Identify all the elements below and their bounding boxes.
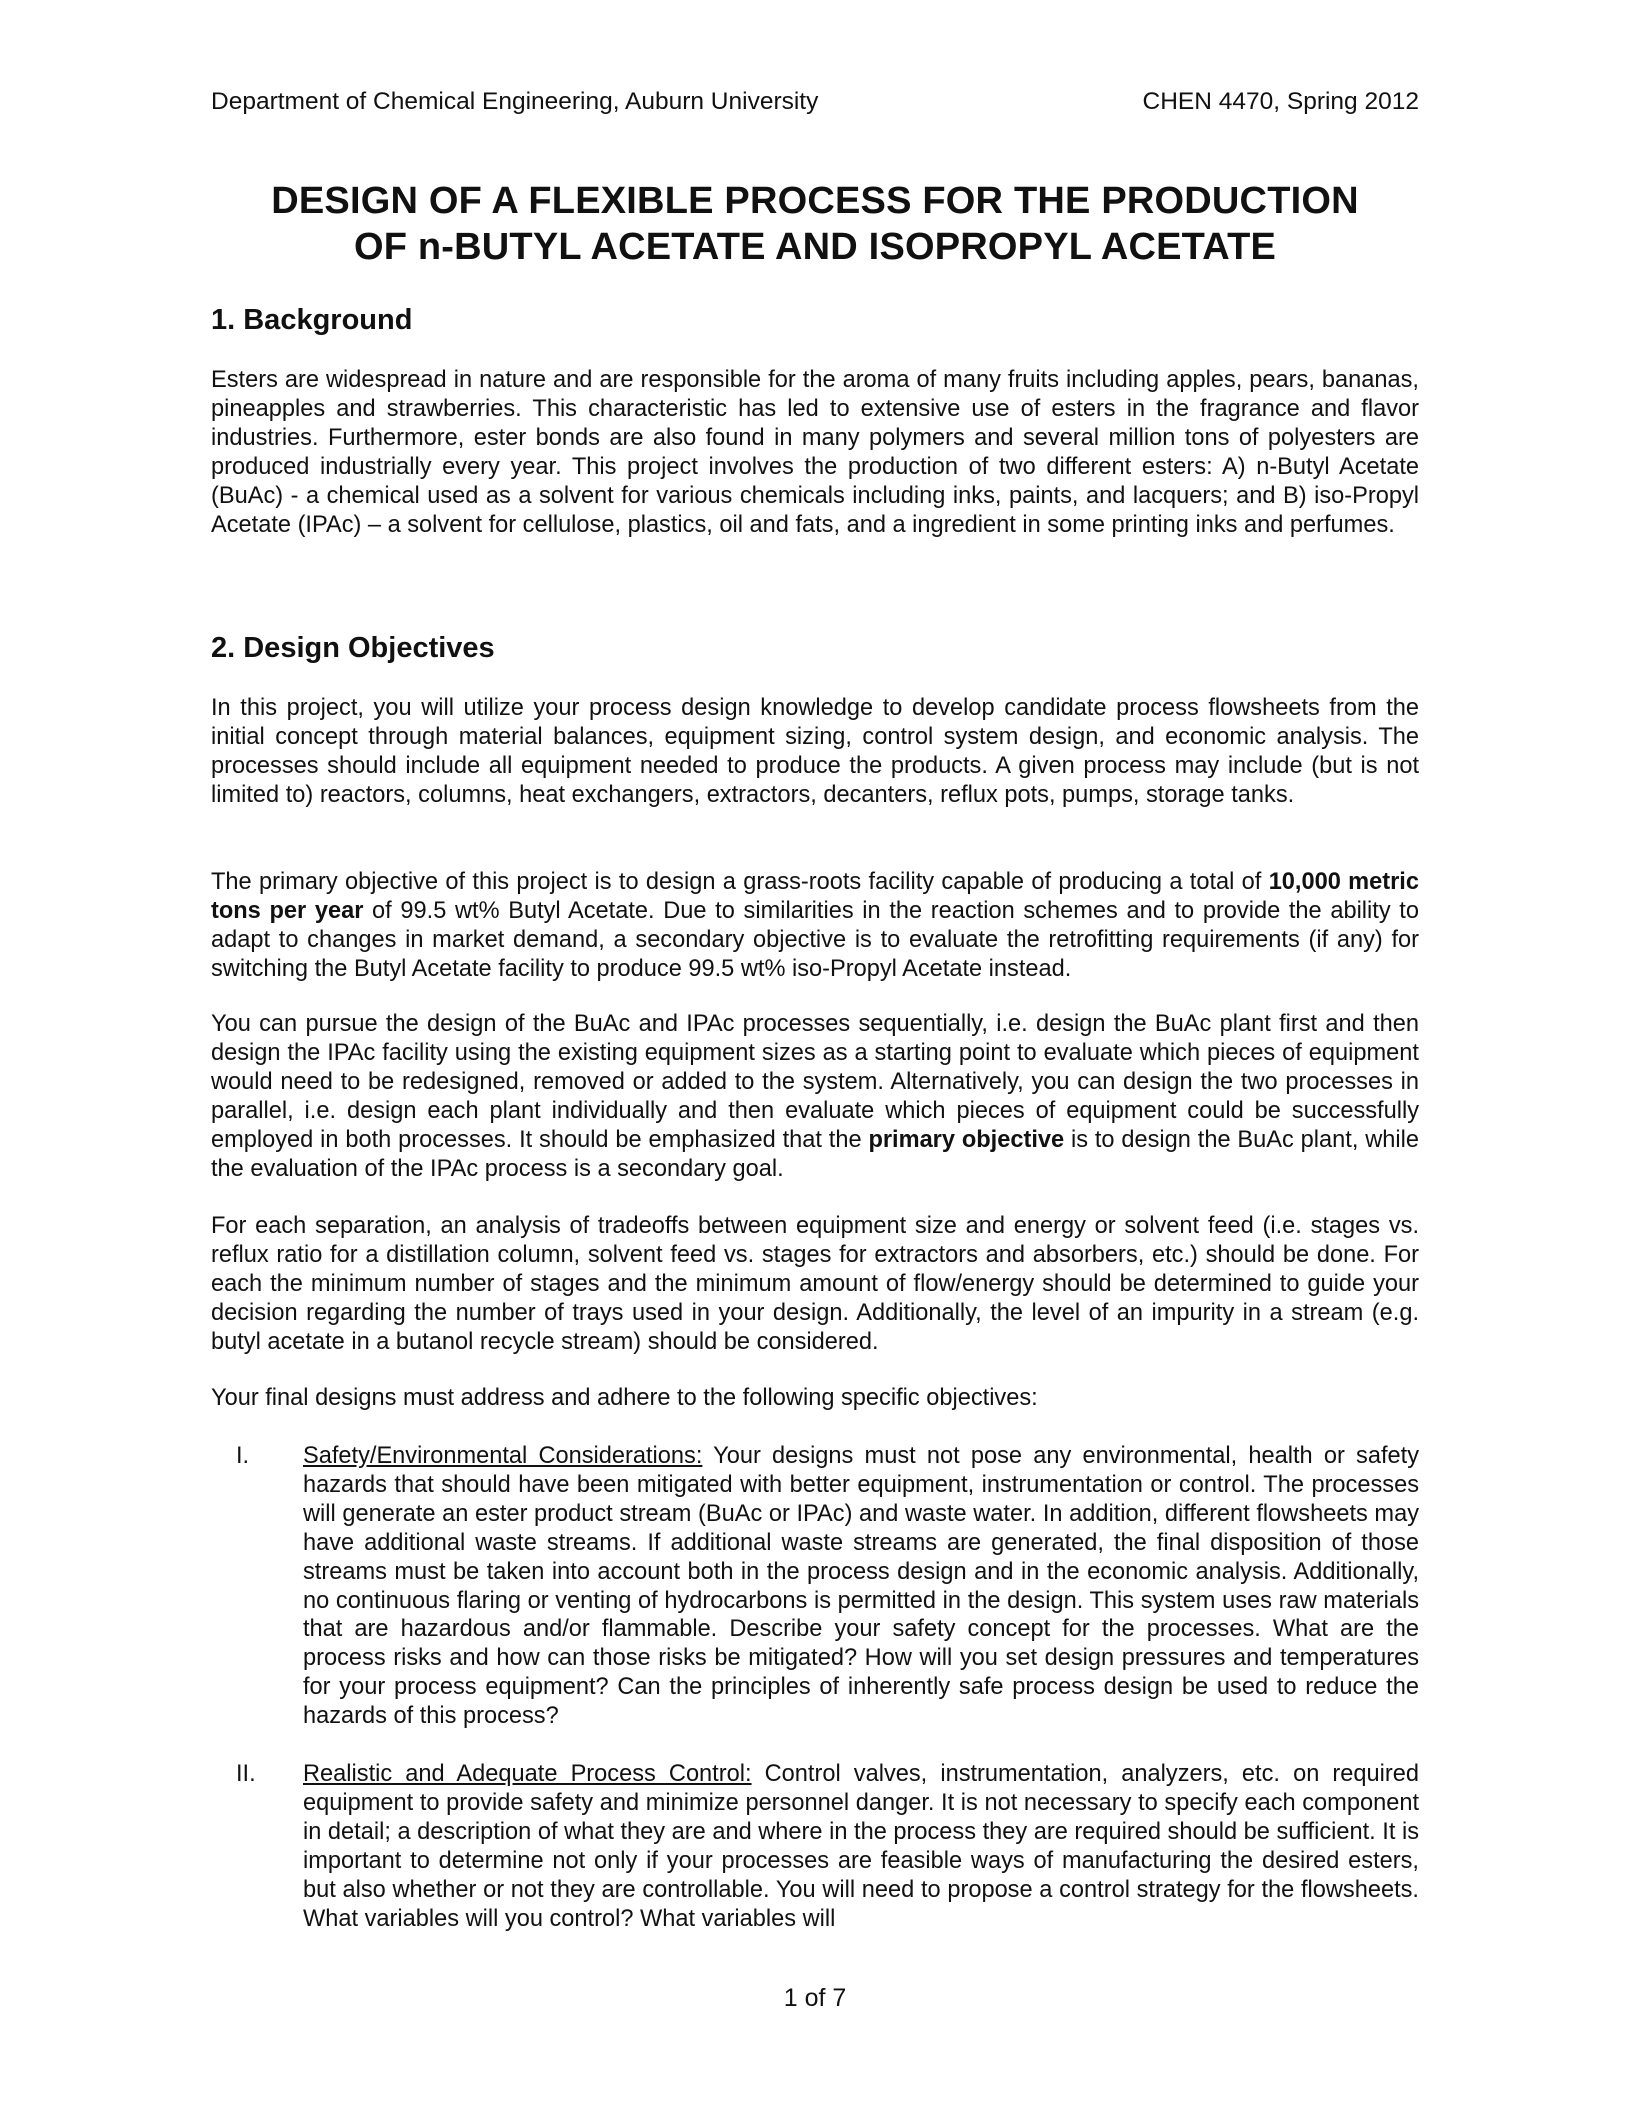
p2-bold: 10,000 metric tons per year — [211, 869, 1419, 924]
objectives-paragraph-2 — [211, 868, 1419, 984]
item-title: Safety/Environmental Considerations: — [303, 1443, 703, 1469]
page-header — [211, 88, 1419, 118]
item-text: Your designs must not pose any environmental, health or safety hazards that should have been mitigated with better equipment, instrumentation or control. The processes will generate an ester product stream (BuAc or IPAc) and waste water. In addition, different flowsheets may have additional waste streams. If additional waste streams are generated, the final disposition of those streams must be taken into account both in the process design and in the economic analysis. Additionally, no continuous flaring or venting of hydrocarbons is permitted in the design. This system uses raw materials that are hazardous and/or flammable. Describe your safety concept for the processes. What are the process risks and how can those risks be mitigated? How will you set design pressures and temperatures for your process equipment? Can the principles of inherently safe process design be used to reduce the hazards of this process? — [303, 1443, 1419, 1730]
page-number: 1 of 7 — [783, 1984, 847, 2012]
background-paragraph: Esters are widespread in nature and are responsible for the aroma of many fruits including apples, pears, bananas, pineapples and strawberries. This characteristic has led to extensive use of esters in the fragrance and flavor industries. Furthermore, ester bonds are also found in many polymers and several million tons of polyesters are produced industrially every year. This project involves the production of two different esters: A) n-Butyl Acetate (BuAc) - a chemical used as a solvent for various chemicals including inks, paints, and lacquers; and B) iso-Propyl Acetate (IPAc) – a solvent for cellulose, plastics, oil and fats, and a ingredient in some printing inks and perfumes. — [211, 367, 1419, 538]
item-title: Realistic and Adequate Process Control: — [303, 1761, 752, 1787]
objectives-paragraph-3 — [211, 1010, 1419, 1183]
item-number: I. — [236, 1443, 250, 1469]
item-body — [303, 1442, 1419, 1731]
p2-text-b: of 99.5 wt% Butyl Acetate. Due to similarities in the reaction schemes and to provide the ability to adapt to changes in market demand, a secondary objective is to evaluate the retrofitting requirements (if any) for switching the Butyl Acetate facility to produce 99.5 wt% iso-Propyl Acetate instead. — [211, 897, 1419, 982]
item-body — [303, 1760, 1419, 1933]
objectives-paragraph-5: Your final designs must address and adhere to the following specific objectives: — [211, 1385, 1038, 1411]
p3-text-b: is to design the BuAc plant, while the evaluation of the IPAc process is a secondary goal. — [211, 1126, 1419, 1182]
title-line-1: DESIGN OF A FLEXIBLE PROCESS FOR THE PRODUCTION — [271, 180, 1359, 222]
title-line-2: OF n-BUTYL ACETATE AND ISOPROPYL ACETATE — [353, 226, 1277, 268]
objectives-paragraph-4: For each separation, an analysis of tradeoffs between equipment size and energy or solvent feed (i.e. stages vs. reflux ratio for a distillation column, solvent feed vs. stages for extractors and absorbers, etc.) should be done. For each the minimum number of stages and the minimum amount of flow/energy should be determined to guide your decision regarding the number of trays used in your design. Additionally, the level of an impurity in a stream (e.g. butyl acetate in a butanol recycle stream) should be considered. — [211, 1213, 1419, 1355]
document-title — [211, 178, 1419, 270]
p2-text-a: The primary objective of this project is to design a grass-roots facility capable of producing a total of — [211, 869, 1269, 895]
header-department: Department of Chemical Engineering, Auburn University — [211, 88, 819, 115]
p3-bold: primary objective — [868, 1126, 1065, 1153]
item-number: II. — [236, 1761, 256, 1787]
section-heading-design-objectives: 2. Design Objectives — [211, 632, 495, 664]
header-course: CHEN 4470, Spring 2012 — [1142, 88, 1419, 115]
p3-text-a: You can pursue the design of the BuAc and IPAc processes sequentially, i.e. design the BuAc plant first and then design the IPAc facility using the existing equipment sizes as a starting point to evaluate which pieces of equipment would need to be redesigned, removed or added to the system. Alternatively, you can design the two processes in parallel, i.e. design each plant individually and then evaluate which pieces of equipment could be successfully employed in both processes. It should be emphasized that the — [211, 1011, 1419, 1153]
section-heading-background: 1. Background — [211, 304, 413, 336]
objectives-paragraph-1: In this project, you will utilize your process design knowledge to develop candidate process flowsheets from the initial concept through material balances, equipment sizing, control system design, and economic analysis. The processes should include all equipment needed to produce the products. A given process may include (but is not limited to) reactors, columns, heat exchangers, extractors, decanters, reflux pots, pumps, storage tanks. — [211, 695, 1419, 808]
item-text: Control valves, instrumentation, analyzers, etc. on required equipment to provide safety and minimize personnel danger. It is not necessary to specify each component in detail; a description of what they are and where in the process they are required should be sufficient. It is important to determine not only if your processes are feasible ways of manufacturing the desired esters, but also whether or not they are controllable. You will need to propose a control strategy for the flowsheets. What variables will you control? What variables will — [303, 1761, 1419, 1932]
